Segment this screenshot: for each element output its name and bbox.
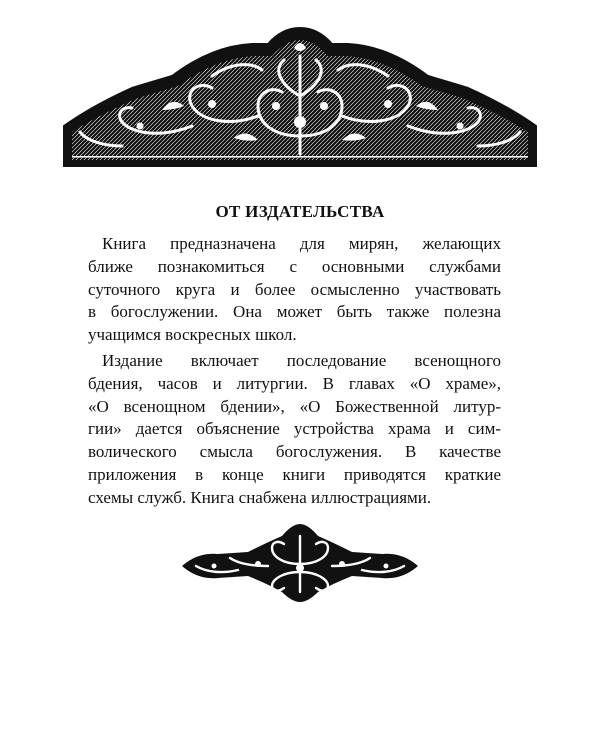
text-line: Книга предназначена для мирян, желающих bbox=[102, 234, 501, 253]
text-line: суточного круга и более осмысленно участвовать bbox=[88, 279, 501, 299]
text-line: «О всенощном бдении», «О Божественной литур- bbox=[88, 396, 501, 416]
text-line: гии» дается объяснение устройства храма и сим- bbox=[88, 419, 501, 439]
section-title: ОТ ИЗДАТЕЛЬСТВА bbox=[215, 202, 385, 221]
text-line: бдения, часов и литургии. В главах «О храме», bbox=[88, 373, 501, 393]
text-line: ближе познакомиться с основными службами bbox=[88, 256, 501, 276]
text-line: в богослужении. Она может быть также полезна bbox=[88, 302, 501, 322]
text-line: схемы служб. Книга снабжена иллюстрациями. bbox=[88, 487, 432, 507]
text-line: учащимся воскресных школ. bbox=[88, 325, 297, 345]
floral-tailpiece-ornament bbox=[178, 522, 422, 604]
paragraph-2 bbox=[88, 350, 501, 510]
text-line: волического смысла богослужения. В качестве bbox=[88, 442, 501, 462]
text-line: Издание включает последование всенощного bbox=[102, 350, 501, 370]
text-line: приложения в конце книги приводятся краткие bbox=[88, 464, 501, 484]
foreword-text bbox=[88, 233, 501, 513]
floral-headpiece-ornament bbox=[62, 26, 538, 172]
paragraph-1 bbox=[88, 233, 501, 347]
